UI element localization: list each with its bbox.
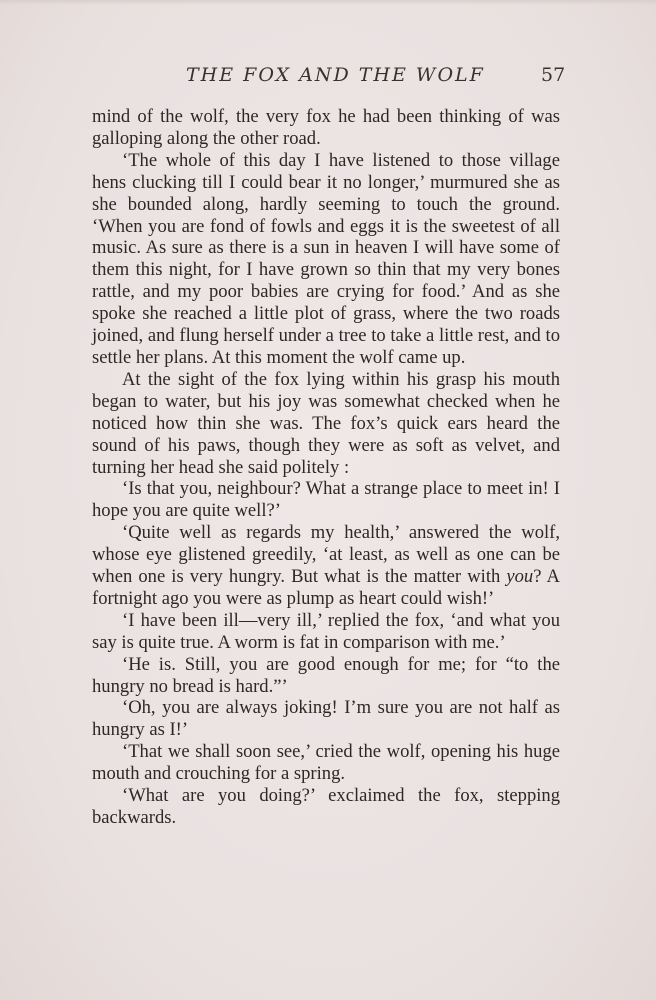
paragraph: mind of the wolf, the very fox he had been thinking of was galloping along the other road. [92, 106, 560, 149]
paragraph [92, 522, 560, 610]
paragraph: ‘He is. Still, you are good enough for me; for “to the hungry no bread is hard.”’ [92, 653, 560, 697]
paragraph: ‘I have been ill—very ill,’ replied the fox, ‘and what you say is quite true. A worm is fat in comparison with me.’ [92, 609, 560, 653]
paragraph-text: ? A fortnight ago you were as plump as heart could wish!’ [92, 566, 560, 609]
paragraph: ‘Oh, you are always joking! I’m sure you are not half as hungry as I!’ [92, 697, 560, 741]
paragraph: ‘What are you doing?’ exclaimed the fox, stepping backwards. [92, 785, 560, 828]
paragraph-text: ‘Quite well as regards my health,’ answered the wolf, whose eye glistened greedily, ‘at least, as well as one can be when one is very hungry. But what is the matter with [92, 522, 560, 588]
paragraph: At the sight of the fox lying within his grasp his mouth began to water, but his joy was somewhat checked when he noticed how thin she was. The fox’s quick ears heard the sound of his paws, though they were as soft as velvet, and turning her head she said politely : [92, 368, 560, 478]
paragraph: ‘Is that you, neighbour? What a strange place to meet in! I hope you are quite well?’ [92, 478, 560, 522]
page-number: 57 [541, 64, 566, 86]
running-title: THE FOX AND THE WOLF [186, 64, 485, 86]
emphasized-word: you [506, 566, 534, 588]
paragraph: ‘That we shall soon see,’ cried the wolf, opening his huge mouth and crouching for a spring. [92, 741, 560, 785]
page-top-edge-shadow [0, 0, 656, 5]
paragraph: ‘The whole of this day I have listened to those village hens clucking till I could bear it no longer,’ murmured she as she bounded along, hardly seeming to touch the ground. ‘When you are fond of fowls and eggs it is the sweetest of all music. As sure as there is a sun in heaven I will have some of them this night, for I have grown so thin that my very bones rattle, and my poor babies are crying for food.’ And as she spoke she reached a little plot of grass, where the two roads joined, and flung herself under a tree to take a little rest, and to settle her plans. At this moment the wolf came up. [92, 149, 560, 368]
body-text [92, 106, 560, 829]
page-header [0, 64, 656, 94]
